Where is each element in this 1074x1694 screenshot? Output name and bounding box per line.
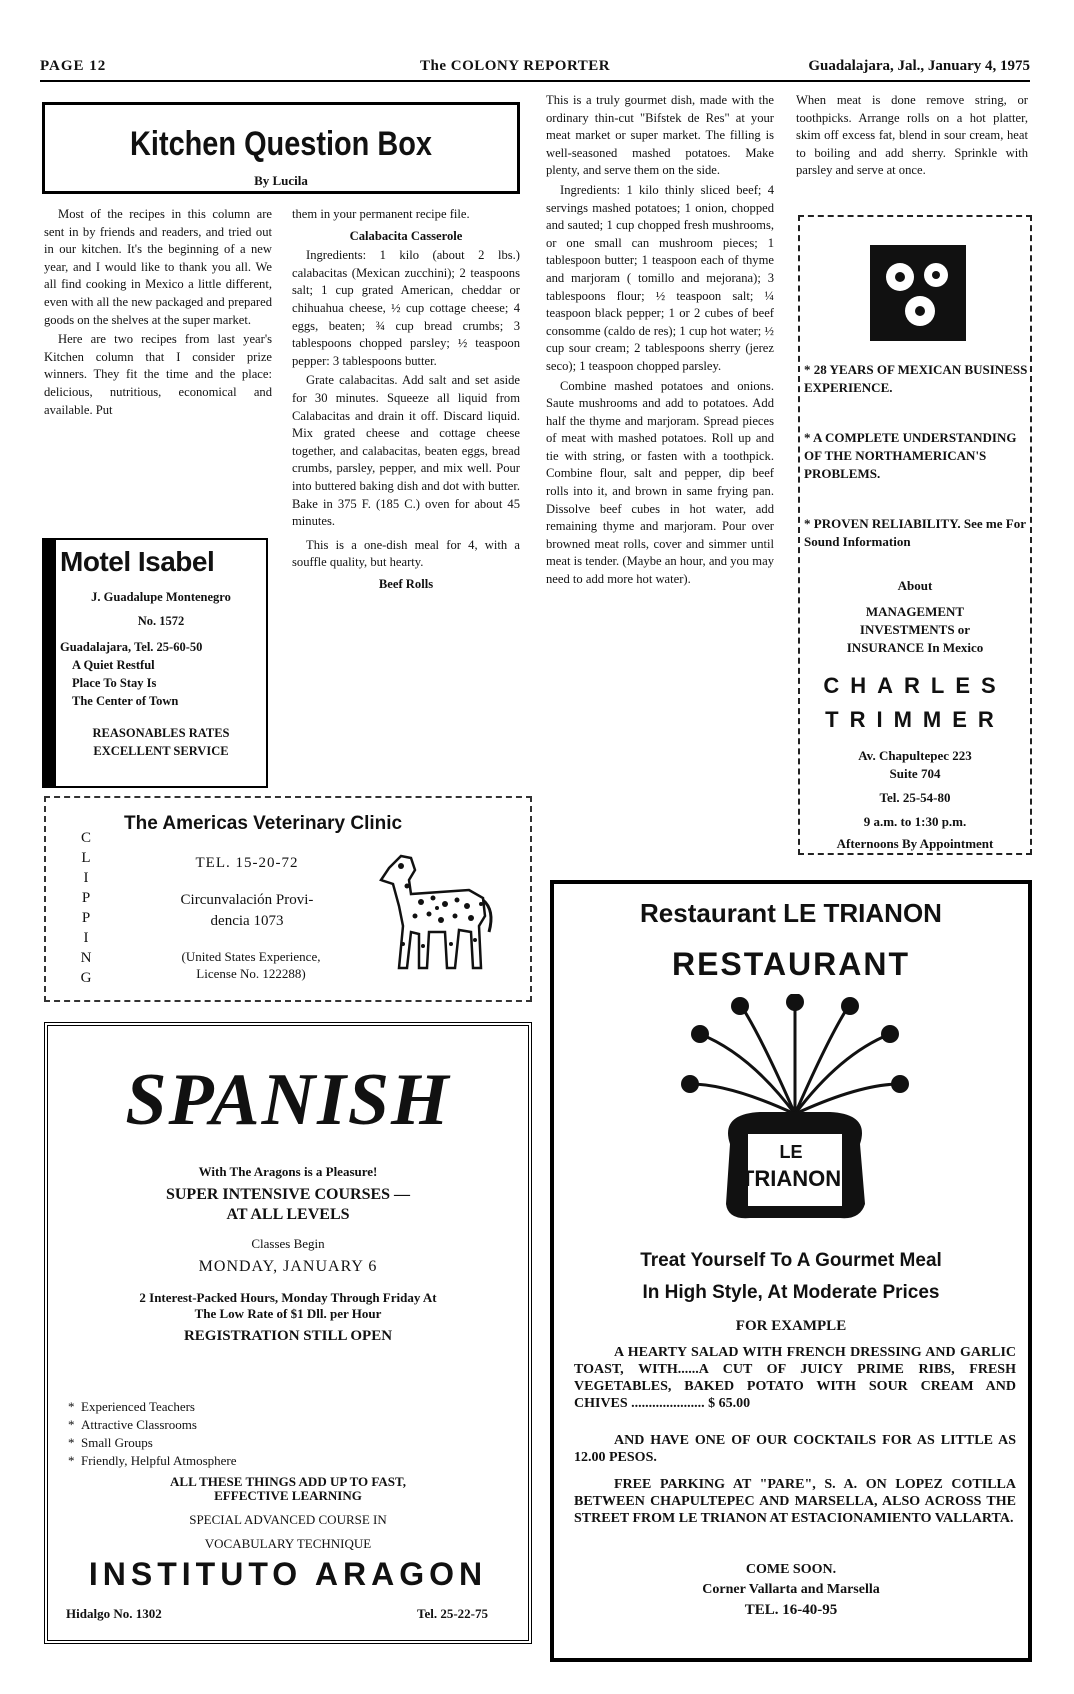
name-first: CHARLES — [823, 673, 1007, 698]
recipe-title: Calabacita Casserole — [349, 228, 463, 243]
veterinary-clinic-ad — [44, 796, 532, 1002]
appointment: Afternoons By Appointment — [836, 836, 994, 851]
come-soon: COME SOON. — [745, 1562, 837, 1577]
hours-line: The Low Rate of $1 Dll. per Hour — [194, 1306, 382, 1321]
masthead — [40, 52, 1030, 82]
paragraph: Here are two recipes from last year's Kitchen column that I consider prize winners. They fit the time and the place: delicious, nutritious, economical and available. Put — [44, 332, 272, 417]
address-line: Circunvalación Provi- — [180, 892, 314, 908]
charles-trimmer-ad — [798, 215, 1032, 855]
phone: Tel. 25-22-75 — [416, 1606, 488, 1621]
paragraph: This is a truly gourmet dish, made with the ordinary thin-cut "Bifstek de Res" at your meat market or super market. The filling is well-seasoned mashed potatoes. Make plenty, and serve them on the side. — [546, 93, 774, 178]
courses-line: SUPER INTENSIVE COURSES — — [165, 1186, 411, 1203]
service-line: INVESTMENTS or — [859, 622, 971, 637]
letter: C — [80, 830, 91, 846]
for-example: FOR EXAMPLE — [735, 1318, 847, 1334]
license-line: License No. 122288) — [196, 966, 306, 981]
suite: Suite 704 — [889, 766, 941, 781]
paragraph: Most of the recipes in this column are sent in by friends and readers, and tried out in our kitchen. It's the beginning of a new year, and I would like to thank you all. We all find cooking in Mexico a little different, even with all the new packaged and prepared goods on the shelves at the super market. — [44, 207, 272, 327]
street-number: No. 1572 — [137, 614, 185, 628]
license-line: (United States Experience, — [181, 949, 321, 964]
article-column-1 — [44, 206, 272, 421]
special-course: SPECIAL ADVANCED COURSE IN — [189, 1512, 387, 1527]
letter: P — [81, 910, 91, 926]
column-title: Kitchen Question Box — [130, 125, 432, 163]
courses-line: AT ALL LEVELS — [226, 1206, 350, 1223]
ingredients: Ingredients: 1 kilo (about 2 lbs.) calabacitas (Mexican zucchini); 2 teaspoons salt; 1 cup grated American, cheddar or chihuahua cheese, ½ cup cottage cheese; 4 eggs, beaten; ¾ cup bread crumbs; 3 tablespoons chopped parsley; ½ teaspoon pepper: 3 tablespoons butter. — [292, 248, 520, 368]
logo-restaurant: RESTAURANT — [671, 946, 911, 982]
letter: I — [83, 930, 89, 946]
logo-le: LE — [779, 1142, 803, 1162]
location: Corner Vallarta and Marsella — [702, 1582, 880, 1597]
street: J. Guadalupe Montenegro — [91, 590, 231, 604]
byline: By Lucila — [254, 173, 308, 188]
list-item: * Attractive Classrooms — [68, 1417, 197, 1432]
motel-isabel-ad — [42, 538, 268, 788]
logo-trianon: TRIANON — [740, 1166, 842, 1191]
phone: Tel. 25-54-80 — [879, 790, 951, 805]
registration: REGISTRATION STILL OPEN — [183, 1328, 393, 1344]
phone: TEL. 16-40-95 — [744, 1602, 838, 1618]
service-line: INSURANCE In Mexico — [846, 640, 984, 655]
list-item: * Small Groups — [68, 1435, 153, 1450]
rates: REASONABLES RATES — [92, 726, 230, 740]
article-column-3 — [546, 92, 774, 591]
tagline: The Center of Town — [72, 694, 179, 708]
service: EXCELLENT SERVICE — [93, 744, 229, 758]
cocktails-offer: AND HAVE ONE OF OUR COCKTAILS FOR AS LITTLE AS 12.00 PESOS. — [574, 1433, 1016, 1465]
masthead-rule — [40, 80, 1030, 82]
ad-title: The Americas Veterinary Clinic — [124, 813, 403, 834]
service-line: MANAGEMENT — [865, 604, 965, 619]
recipe-title: Beef Rolls — [378, 576, 434, 591]
newspaper-name: The COLONY REPORTER — [420, 58, 611, 74]
ad-title: Motel Isabel — [60, 546, 215, 577]
phone: TEL. 15-20-72 — [195, 855, 299, 871]
slogan-line: Treat Yourself To A Gourmet Meal — [640, 1250, 942, 1271]
paragraph: them in your permanent recipe file. — [292, 207, 470, 221]
method: Grate calabacitas. Add salt and set aside for 30 minutes. Squeeze all liquid from Calabacitas and drain it off. Discard liquid. Mix grated cheese and cottage cheese together, and calabacitas, beaten eggs, bread crumbs, parsley, pepper, and mix well. Pour into buttered baking dish and dot with butter. Bake in 375 F. (185 C.) oven for about 45 minutes. — [292, 373, 520, 529]
bullet-experience: * 28 YEARS OF MEXICAN BUSINESS EXPERIENCE. — [804, 362, 1028, 395]
name-last: TRIMMER — [825, 707, 1005, 732]
about-label: About — [897, 578, 933, 593]
address: Hidalgo No. 1302 — [66, 1606, 162, 1621]
list-item: * Friendly, Helpful Atmosphere — [68, 1453, 237, 1468]
letter: P — [81, 890, 91, 906]
license — [136, 948, 366, 982]
menu-offer: A HEARTY SALAD WITH FRENCH DRESSING AND GARLIC TOAST, WITH......A CUT OF JUICY PRIME RIBS, FRESH VEGETABLES, BAKED POTATO WITH SOUR CREAM AND CHIVES ..................... $ 65.00 — [574, 1345, 1016, 1411]
special-course: VOCABULARY TECHNIQUE — [204, 1536, 372, 1551]
ad-headline: SPANISH — [125, 1059, 451, 1141]
letter: N — [80, 950, 92, 966]
feature-list — [68, 1398, 237, 1470]
address-line: dencia 1073 — [210, 913, 284, 929]
tagline: A Quiet Restful — [72, 658, 155, 672]
letter: G — [80, 970, 92, 986]
summary-line: ALL THESE THINGS ADD UP TO FAST, — [170, 1474, 406, 1489]
letter: I — [83, 870, 89, 886]
start-date: MONDAY, JANUARY 6 — [198, 1258, 378, 1275]
tagline: With The Aragons is a Pleasure! — [198, 1164, 378, 1179]
dalmatian-dog-icon — [371, 840, 501, 980]
institute-name: INSTITUTO ARAGON — [88, 1556, 488, 1592]
gears-icon — [870, 245, 966, 341]
classes-begin: Classes Begin — [251, 1236, 325, 1251]
clipping-label — [76, 828, 96, 988]
address: Av. Chapultepec 223 — [858, 748, 972, 763]
page-number: PAGE 12 — [40, 58, 107, 74]
article-column-2 — [292, 206, 520, 595]
paragraph: This is a one-dish meal for 4, with a souffle quality, but hearty. — [292, 537, 520, 570]
slogan-line: In High Style, At Moderate Prices — [642, 1282, 940, 1303]
bullet-reliability: * PROVEN RELIABILITY. See me For Sound Information — [804, 516, 1026, 549]
method: Combine mashed potatoes and onions. Saute mushrooms and add to potatoes. Add half the thyme and marjoram. Spread pieces of meat with mashed potatoes. Roll up and tie with string, or fasten with a toothpick. Combine flour, salt and pepper, dip beef rolls into it, and brown in same frying pan. Dissolve beef cubes in hot water, add remaining thyme and marjoram. Pour over browned meat rolls, cover and simmer until meat is tender. (Maybe an hour, and you may need to add more hot water). — [546, 378, 774, 587]
ingredients: Ingredients: 1 kilo thinly sliced beef; 4 servings mashed potatoes; 1 onion, chopped and sauted; 1 cup chopped fresh mushrooms, or one small can mushroom pieces; 1 tablespoon butter; 1 teaspoon each of thyme and marjoram ( tomillo and mejorana); 3 tablespoons flour; ½ teaspoon salt; ¼ teaspoon black pepper; 1 or 2 cubes of beef consomme (caldo de res); 1 cup hot water; ½ cup sour cream; 2 tablespoons sherry (jerez seco); 1 teaspoon chopped parsley. — [546, 182, 774, 373]
address — [142, 890, 352, 932]
instituto-aragon-ad — [44, 1022, 532, 1644]
bullet-understanding: * A COMPLETE UNDERSTANDING OF THE NORTHAMERICAN'S PROBLEMS. — [804, 430, 1017, 481]
list-item: * Experienced Teachers — [68, 1399, 195, 1414]
le-trianon-ad — [550, 880, 1032, 1662]
column-header-box — [42, 102, 520, 194]
article-column-4 — [796, 92, 1028, 182]
parking-info: FREE PARKING AT "PARE", S. A. ON LOPEZ COTILLA BETWEEN CHAPULTEPEC AND MARSELLA, ALSO ACROSS THE STREET FROM LE TRIANON AT ESTACIONAMIENTO VALLARTA. — [574, 1477, 1016, 1526]
letter: L — [81, 850, 91, 866]
city-phone: Guadalajara, Tel. 25-60-50 — [60, 640, 203, 654]
hours-line: 2 Interest-Packed Hours, Monday Through Friday At — [139, 1290, 437, 1305]
dateline: Guadalajara, Jal., January 4, 1975 — [808, 58, 1030, 74]
office-hours: 9 a.m. to 1:30 p.m. — [863, 814, 967, 829]
summary-line: EFFECTIVE LEARNING — [214, 1488, 362, 1503]
ad-title: Restaurant LE TRIANON — [640, 898, 942, 928]
paragraph: When meat is done remove string, or toothpicks. Arrange rolls on a hot platter, skim off excess fat, blend in sour cream, heat to boiling and add sherry. Sprinkle with parsley and serve at once. — [796, 93, 1028, 178]
tagline: Place To Stay Is — [72, 676, 157, 690]
